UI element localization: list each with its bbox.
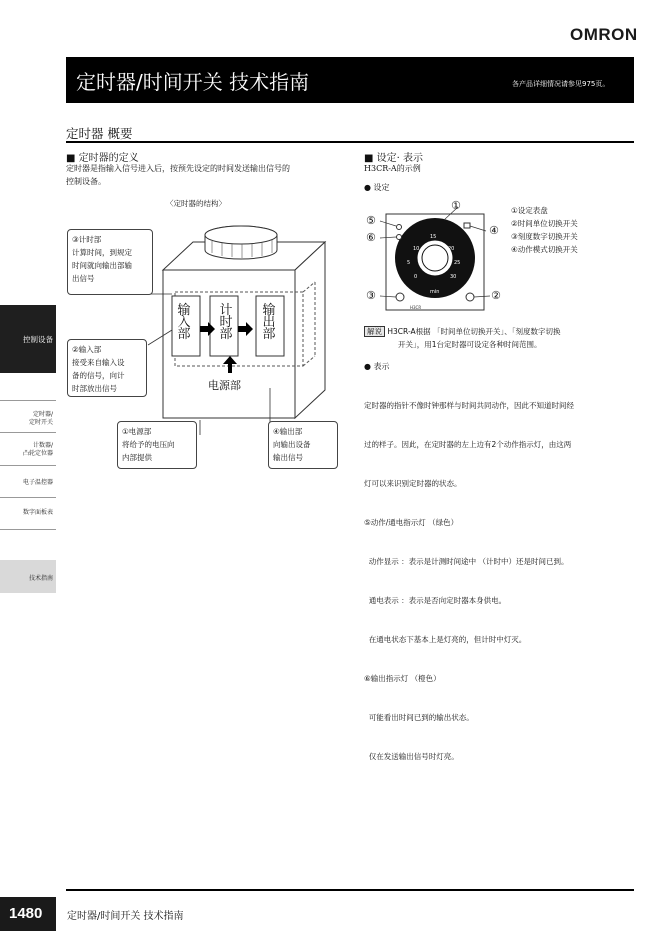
- dial-number: 20: [448, 246, 455, 252]
- callout-3: ③: [366, 289, 376, 302]
- face-timer-label: 计 时 部: [219, 303, 233, 342]
- dial-number: 5: [407, 260, 411, 266]
- definition-text-2: 控制设备。: [66, 177, 106, 186]
- callout-2: ②: [491, 289, 501, 302]
- header-note: 各产品详细情况请参见975页。: [512, 80, 610, 88]
- settings-heading: ■ 设定· 表示: [364, 153, 423, 164]
- dial-unit: min: [430, 289, 440, 295]
- dial-number: 10: [413, 246, 420, 252]
- omron-logo: OMRON: [570, 25, 638, 44]
- section-title: 定时器 概要: [66, 126, 133, 141]
- page-number: 1480: [0, 897, 56, 931]
- dial-number: 30: [450, 274, 457, 280]
- sidebar-item-panel-meter[interactable]: 数字面板表: [22, 509, 53, 516]
- dial-number: 25: [454, 260, 461, 266]
- face-input-label: 输 入 部: [177, 303, 191, 342]
- footer-divider: [66, 889, 634, 891]
- callout-4: ④: [489, 224, 499, 237]
- callout-1: ①: [451, 199, 461, 212]
- sidebar-item-label: 控制设备: [23, 335, 53, 344]
- sidebar-divider: [0, 400, 56, 401]
- sidebar-item-counter[interactable]: 计数器/ 凸轮定位器: [22, 442, 53, 457]
- settings-example: H3CR-A的示例: [364, 164, 421, 173]
- face-output-label: 输 出 部: [262, 303, 276, 342]
- note-tag: 解说: [364, 326, 385, 337]
- note-line-1: 解说 H3CR-A根据 「时间单位切换开关」、「刻度数字切换: [364, 325, 561, 338]
- output-section-callout: ④输出部 向输出设备 输出信号: [268, 421, 338, 469]
- input-section-callout: ②输入部 接受来自输入设 备的信号，向计 时部放出信号: [67, 339, 147, 397]
- section-divider: [66, 141, 634, 143]
- dial-number: 15: [430, 234, 437, 240]
- definition-text-1: 定时器是指输入信号进入后，按预先设定的时间发送输出信号的: [66, 164, 290, 173]
- page-title: 定时器/时间开关 技术指南: [76, 70, 310, 94]
- model-label: H3CR: [410, 305, 422, 310]
- settings-bullet: ● 设定: [364, 183, 390, 192]
- note-line-2: 开关」，用1台定时器可设定各种时间范围。: [398, 340, 542, 349]
- callout-5: ⑤: [366, 214, 376, 227]
- display-text: 定时器的指针不像时钟那样与时间共同动作，因此不知道时间经 过的样子。因此，在定时器的左上边有2个动作指示灯，由这两 灯可以来识别定时器的状态。 ⑤动作/通电指示灯 （绿色） 动作显示 ：表示是计测时间途中 （计时中）还是时间已到。 通电表示 ：表示是否向定时器本身供电。 在通电状态下基本上是灯亮的，但计时中灯灭。 ⑥输出指示灯 （橙色） 可能看出时间已到的输出状态。 仅在发送输出信号时灯亮。: [364, 401, 574, 761]
- sidebar-item-control-devices[interactable]: [0, 305, 56, 373]
- sidebar-divider: [0, 497, 56, 498]
- diagram-caption: 〈定时器的结构〉: [166, 199, 226, 208]
- definition-heading: ■ 定时器的定义: [66, 153, 139, 164]
- dial-number: 0: [414, 274, 418, 280]
- sidebar-item-label: 技术指南: [28, 575, 53, 582]
- sidebar-item-timer[interactable]: 定时器/ 定时开关: [28, 411, 53, 426]
- sidebar-item-tech-guide[interactable]: [0, 560, 56, 593]
- callout-6: ⑥: [366, 231, 376, 244]
- dial-legend: ①设定表盘 ②时间单位切换开关 ③刻度数字切换开关 ④动作模式切换开关: [511, 206, 578, 254]
- sidebar-divider: [0, 529, 56, 530]
- sidebar-divider: [0, 465, 56, 466]
- power-label: 电源部: [208, 379, 241, 392]
- timer-section-callout: ③计时部 计算时间，到规定 时间就向输出部输 出信号: [67, 229, 153, 295]
- sidebar-divider: [0, 432, 56, 433]
- sidebar-item-temp-controller[interactable]: 电子温控器: [22, 479, 53, 486]
- display-bullet: ● 表示: [364, 362, 390, 371]
- footer-title: 定时器/时间开关 技术指南: [67, 911, 184, 922]
- power-section-callout: ①电源部 将给予的电压向 内部提供: [117, 421, 197, 469]
- h3cr-dial-diagram: [362, 198, 512, 316]
